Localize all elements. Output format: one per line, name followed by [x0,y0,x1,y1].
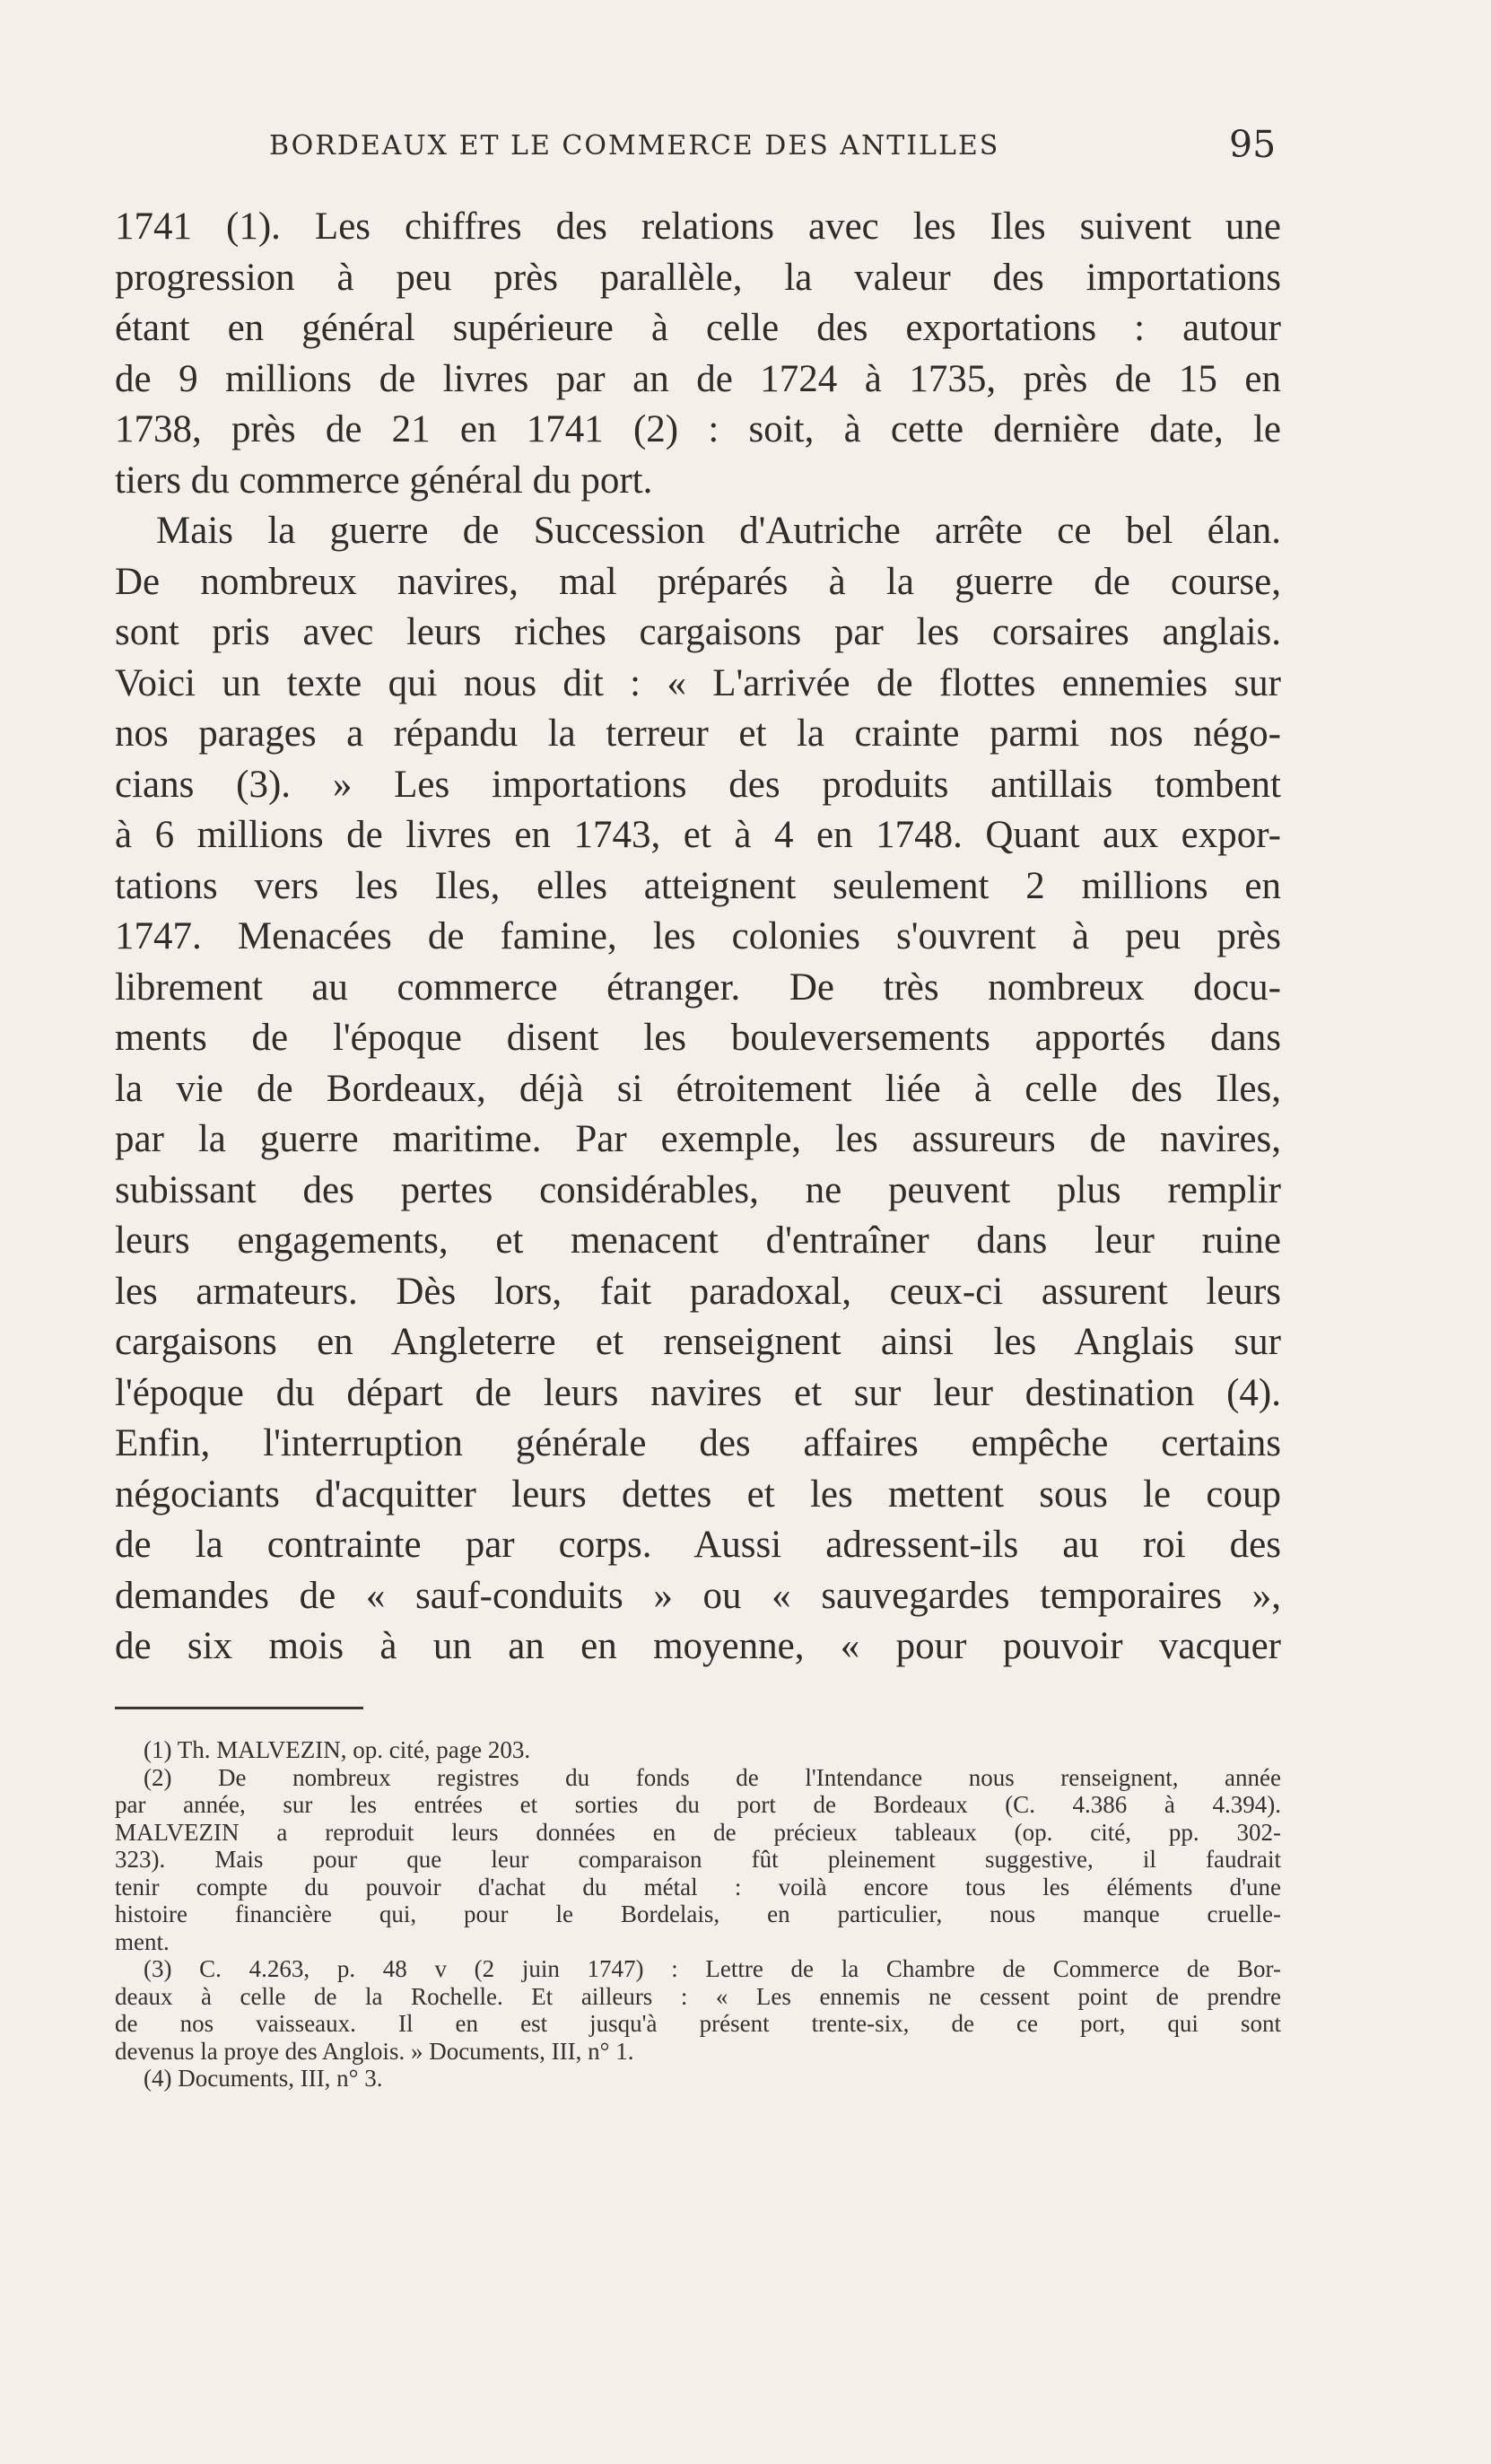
footnote-line: 323). Mais pour que leur comparaison fût pleinement suggestive, il faudrait [115,1846,1281,1873]
body-line: Enfin, l'interruption générale des affaires empêche certains [115,1422,1281,1464]
footnote-line: histoire financière qui, pour le Bordelais, en particulier, nous manque cruelle- [115,1900,1281,1927]
body-line: De nombreux navires, mal préparés à la guerre de course, [115,560,1281,603]
footnote-line: (2) De nombreux registres du fonds de l'Intendance nous renseignent, année [144,1763,1281,1791]
footnote-separator [115,1707,363,1709]
footnote-line: tenir compte du pouvoir d'achat du métal : voilà encore tous les éléments d'une [115,1873,1281,1900]
body-line: librement au commerce étranger. De très nombreux docu- [115,966,1281,1009]
body-line: de 9 millions de livres par an de 1724 à 1735, près de 15 en [115,357,1281,400]
body-text [115,202,1281,1673]
body-line: 1738, près de 21 en 1741 (2) : soit, à cette dernière date, le [115,408,1281,450]
footnote-line: (4) Documents, III, n° 3. [144,2065,383,2092]
body-line: de six mois à un an en moyenne, « pour pouvoir vacquer [115,1625,1281,1667]
body-line: leurs engagements, et menacent d'entraîner dans leur ruine [115,1219,1281,1262]
body-line: tations vers les Iles, elles atteignent seulement 2 millions en [115,864,1281,907]
footnote-line: par année, sur les entrées et sorties du port de Bordeaux (C. 4.386 à 4.394). [115,1791,1281,1818]
footnote-line: deaux à celle de la Rochelle. Et ailleurs : « Les ennemis ne cessent point de prendre [115,1982,1281,2010]
footnotes [115,1736,1281,2093]
footnote-line: ment. [115,1927,170,1955]
running-head: BORDEAUX ET LE COMMERCE DES ANTILLES [269,130,1000,162]
body-line: demandes de « sauf-conduits » ou « sauvegardes temporaires », [115,1574,1281,1617]
body-line: 1741 (1). Les chiffres des relations avec les Iles suivent une [115,205,1281,248]
body-line: tiers du commerce général du port. [115,459,653,502]
body-line: ments de l'époque disent les bouleversements apportés dans [115,1017,1281,1059]
body-line: nos parages a répandu la terreur et la crainte parmi nos négo- [115,712,1281,755]
body-line: Mais la guerre de Succession d'Autriche arrête ce bel élan. [156,510,1281,552]
body-line: progression à peu près parallèle, la valeur des importations [115,256,1281,299]
body-line: cians (3). » Les importations des produits antillais tombent [115,763,1281,806]
body-line: sont pris avec leurs riches cargaisons par les corsaires anglais. [115,611,1281,653]
body-line: subissant des pertes considérables, ne peuvent plus remplir [115,1168,1281,1211]
footnote-line: devenus la proye des Anglois. » Documents, III, n° 1. [115,2037,634,2065]
body-line: à 6 millions de livres en 1743, et à 4 en 1748. Quant aux expor- [115,814,1281,856]
body-line: 1747. Menacées de famine, les colonies s'ouvrent à peu près [115,915,1281,957]
body-line: l'époque du départ de leurs navires et sur leur destination (4). [115,1371,1281,1414]
body-line: cargaisons en Angleterre et renseignent ainsi les Anglais sur [115,1321,1281,1363]
footnote-line: de nos vaisseaux. Il en est jusqu'à présent trente-six, de ce port, qui sont [115,2010,1281,2037]
body-line: de la contrainte par corps. Aussi adressent-ils au roi des [115,1524,1281,1566]
body-line: par la guerre maritime. Par exemple, les assureurs de navires, [115,1118,1281,1160]
footnote-line: (3) C. 4.263, p. 48 v (2 juin 1747) : Lettre de la Chambre de Commerce de Bor- [144,1955,1281,1982]
footnote-line: (1) Th. MALVEZIN, op. cité, page 203. [144,1736,531,1763]
body-line: négociants d'acquitter leurs dettes et les mettent sous le coup [115,1472,1281,1516]
body-line: la vie de Bordeaux, déjà si étroitement liée à celle des Iles, [115,1067,1281,1110]
body-line: Voici un texte qui nous dit : « L'arrivée de flottes ennemies sur [115,661,1281,704]
body-line: étant en général supérieure à celle des exportations : autour [115,307,1281,349]
body-line: les armateurs. Dès lors, fait paradoxal, ceux-ci assurent leurs [115,1270,1281,1313]
footnote-line: MALVEZIN a reproduit leurs données en de précieux tableaux (op. cité, pp. 302- [115,1818,1281,1846]
page-number: 95 [1229,123,1277,166]
